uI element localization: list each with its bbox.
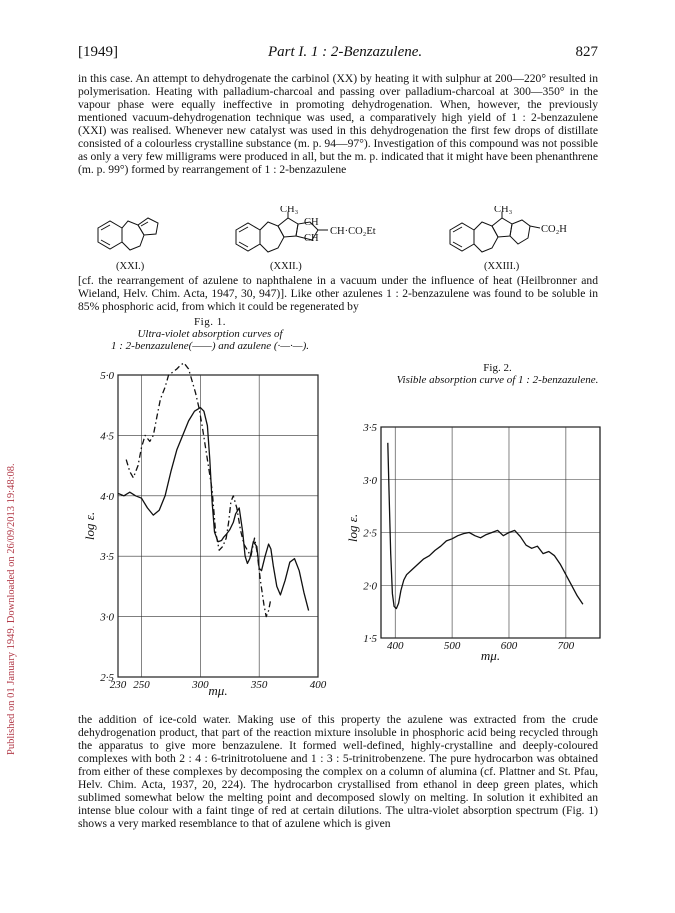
chart1-series-2-line	[126, 363, 271, 617]
chart1-frame	[118, 375, 318, 677]
chart1-xtick-label: 350	[250, 679, 268, 691]
chart2-xtick-label: 400	[386, 640, 404, 652]
chart2-xlabel: mμ.	[480, 648, 501, 663]
chart1-ytick-label: 3·0	[100, 611, 114, 624]
structure-xxiii	[450, 212, 540, 252]
chart1-ytick-label: 2·5	[100, 672, 114, 684]
chart2-xtick-label: 600	[500, 640, 518, 652]
download-notice	[0, 200, 24, 760]
fig1-caption	[90, 316, 330, 352]
paragraph-3: the addition of ice-cold water. Making use of this property the azulene was extracted from the crude dehydrogenation product, that part of the reaction mixture insoluble in phosphoric acid being recycled through the apparatus to give more benzazulene. It formed well-defined, highly-crystalline and deeply-coloured complexes with both 2 : 4 : 6-trinitrotoluene and 1 : 3 : 5-trinitrobenzene. The pure hydrocarbon was obtained from either of these complexes by decomposing the complex on a column of alumina (cf. Plattner and St. Pfau, Helv. Chim. Acta, 1937, 20, 224). The hydrocarbon crystallised from ethanol in deep green plates, which sublimed somewhat below the melting point and decomposed slowly on melting. In solution it exhibited an intense blue colour with a faint tinge of red at certain dilutions. The ultra-violet absorption spectrum (Fig. 1) shows a very marked resemblance to that of azulene which is given	[78, 713, 598, 830]
page-header	[78, 44, 598, 64]
chart1-ylabel: log ε.	[82, 511, 97, 541]
chart1-xtick-label: 250	[133, 679, 150, 691]
chart1-xlabel: mμ.	[208, 683, 228, 698]
chart1-xtick-label: 300	[192, 679, 209, 691]
chart1-ytick-label: 4·5	[100, 430, 114, 443]
chart1-series-1-line	[118, 408, 309, 611]
structure-xxi	[98, 218, 158, 250]
chart1-ytick-label: 3·5	[100, 551, 114, 564]
chart2-ytick-label: 2·5	[363, 527, 377, 540]
xxii-methyl: CH₃	[280, 206, 299, 215]
xxii-ch-bottom: CH	[304, 233, 319, 244]
chart2-ytick-label: 3·0	[363, 474, 377, 487]
chart2-ylabel: log ε.	[345, 513, 360, 543]
chart1-ytick-label: 4·0	[100, 490, 114, 503]
fig1-desc-line1: Ultra-violet absorption curves of	[137, 328, 283, 340]
fig1-desc-line2: 1 : 2-benzazulene(——) and azulene (·—·—).	[111, 340, 309, 352]
fig2-label: Fig. 2.	[483, 362, 512, 374]
xxii-ester: CH·CO₂Et	[330, 226, 376, 237]
xxi-label: (XXI.)	[116, 261, 145, 272]
paragraph-1: in this case. An attempt to dehydrogenate the carbinol (XX) by heating it with sulphur at 200—220° resulted in polymerisation. Heating with palladium-charcoal and passing over palladium-charcoal at 300—350° in the vapour phase were equally ineffective in promoting dehydrogenation. When, however, the previously mentioned vacuum-dehydrogenation technique was used, a comparatively high yield of 1 : 2-benzazulene (XXI) was realised. Whenever new catalyst was used in this dehydrogenation the first few drops of distillate consisted of a colourless crystalline substance (m. p. 94—97°). Investigation of this compound was not possible as only a very few milligrams were produced in all, but the m. p. indicated that it might have been phenanthrene (m. p. 99°) formed by rearrangement of 1 : 2-benzazulene	[78, 72, 598, 176]
xxiii-label: (XXIII.)	[484, 261, 520, 272]
fig1-label: Fig. 1.	[194, 316, 226, 328]
page-number: 827	[575, 44, 598, 60]
chart2-xtick-label: 500	[443, 640, 461, 652]
paragraph-2: [cf. the rearrangement of azulene to naphthalene in a vacuum under the influence of heat (Heilbronner and Wieland, Helv. Chim. Acta, 1947, 30, 947)]. Like other azulenes 1 : 2-benzazulene was found to be soluble in 85% phosphoric acid, from which it could be regenerated by	[78, 274, 598, 313]
chart1-xtick-label: 400	[309, 679, 327, 691]
xxii-ch-top: CH	[304, 217, 319, 228]
chart2-ytick-label: 1·5	[363, 633, 377, 645]
chart1-ytick-label: 5·0	[100, 370, 114, 382]
chart2-ytick-label: 3·5	[363, 422, 377, 434]
xxiii-acid: CO₂H	[541, 224, 567, 235]
header-year: [1949]	[78, 44, 118, 60]
xxiii-methyl: CH₃	[494, 206, 513, 215]
chemical-structures	[78, 206, 598, 274]
chart2-ytick-label: 2·0	[363, 580, 377, 593]
chart2-frame	[381, 427, 600, 638]
chart2-xtick-label: 700	[557, 640, 575, 652]
header-title: Part I. 1 : 2-Benzazulene.	[268, 44, 423, 60]
xxii-label: (XXII.)	[270, 261, 302, 272]
chart2-series-1-line	[388, 443, 583, 609]
download-notice-text: Published on 01 January 1949. Downloaded on 26/09/2013 19:48:08.	[6, 463, 17, 755]
chart1-xtick-label: 230	[109, 679, 127, 691]
fig2-caption	[385, 362, 610, 386]
fig2-desc: Visible absorption curve of 1 : 2-benzazulene.	[396, 374, 599, 386]
